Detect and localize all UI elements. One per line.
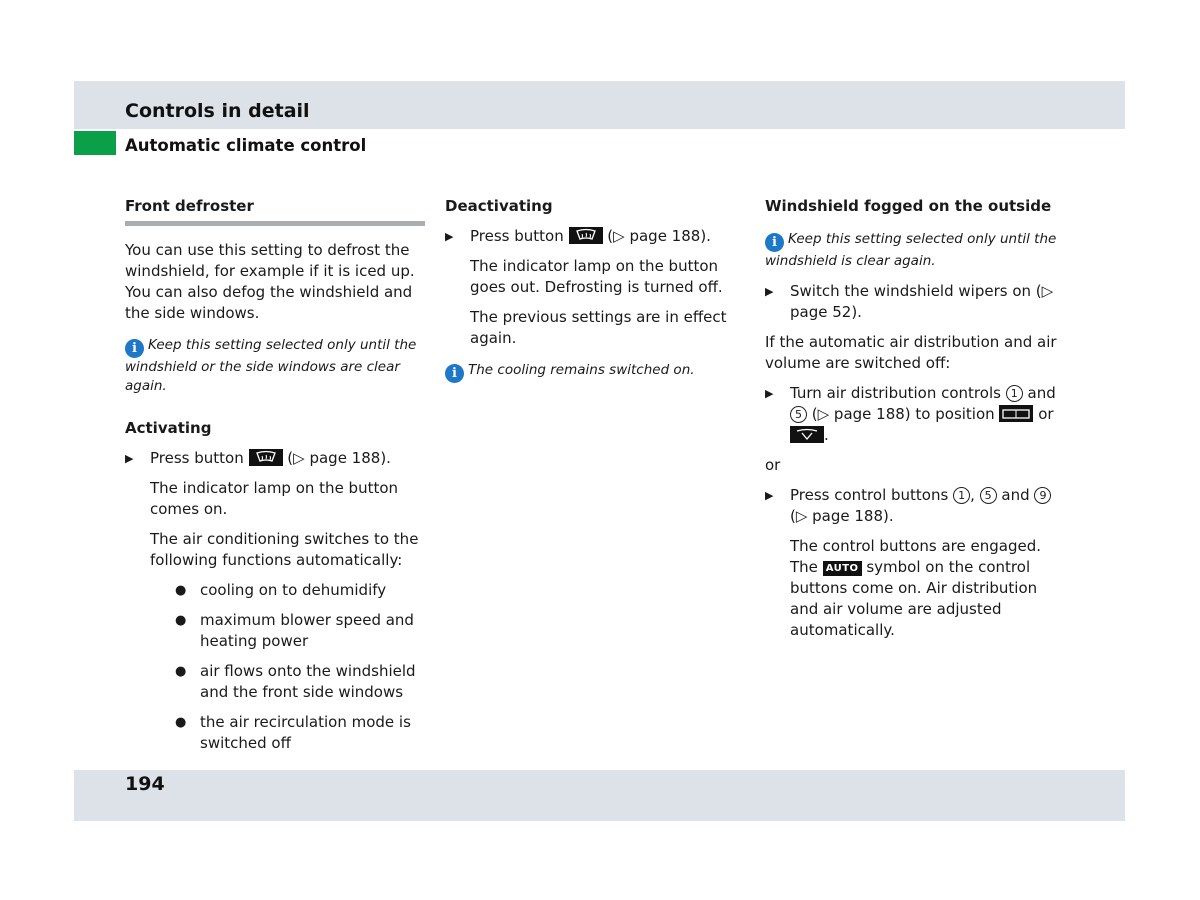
info-note bbox=[445, 361, 750, 383]
control-5-icon: 5 bbox=[980, 487, 997, 504]
note-text: The cooling remains switched on. bbox=[468, 362, 695, 378]
functions-text: The air conditioning switches to the following functions automatically: bbox=[150, 530, 419, 569]
section-heading: Deactivating bbox=[445, 197, 553, 215]
control-9-icon: 9 bbox=[1034, 487, 1051, 504]
info-icon: i bbox=[125, 339, 144, 358]
auto-icon: AUTO bbox=[823, 561, 862, 576]
step-turn-controls: ▶ Turn air distribution controls 1 and 5 (▷ page 188) to position or . bbox=[765, 384, 1056, 444]
column-front-defroster bbox=[125, 196, 425, 754]
activating-heading: Activating bbox=[125, 419, 212, 437]
step-arrow-icon: ▶ bbox=[765, 285, 774, 298]
or-text: or bbox=[765, 456, 781, 474]
info-note bbox=[125, 336, 425, 396]
step-press-button bbox=[445, 226, 750, 247]
defrost-position-icon bbox=[790, 426, 824, 443]
heading-rule bbox=[125, 221, 425, 226]
control-1-icon: 1 bbox=[1006, 385, 1023, 402]
list-item: ● cooling on to dehumidify bbox=[175, 581, 387, 599]
intro-text: You can use this setting to defrost the windshield, for example if it is iced up. You can also defog the windshield and the side windows. bbox=[125, 241, 415, 322]
list-item: ● air flows onto the windshield and the front side windows bbox=[175, 662, 416, 701]
footer-band bbox=[74, 770, 1125, 821]
note-text: Keep this setting selected only until the windshield is clear again. bbox=[765, 231, 1057, 269]
step-text: Press button bbox=[150, 449, 244, 467]
step-arrow-icon: ▶ bbox=[125, 452, 134, 465]
info-icon: i bbox=[445, 364, 464, 383]
step-text: Press button bbox=[470, 227, 564, 245]
step-arrow-icon: ▶ bbox=[445, 230, 454, 243]
section-heading: Front defroster bbox=[125, 197, 254, 215]
info-note bbox=[765, 230, 1070, 271]
list-item: ● the air recirculation mode is switched off bbox=[175, 713, 411, 752]
note-text: Keep this setting selected only until the windshield or the side windows are clear again. bbox=[125, 337, 417, 394]
function-list bbox=[125, 580, 425, 754]
step-press-controls: ▶ Press control buttons 1 , 5 and 9 (▷ page 188). bbox=[765, 485, 1070, 527]
step-text: Switch the windshield wipers on (▷ page 52). bbox=[790, 282, 1054, 321]
page-number: 194 bbox=[125, 773, 165, 795]
section-heading: Windshield fogged on the outside bbox=[765, 197, 1052, 215]
section-marker bbox=[74, 131, 116, 155]
step-arrow-icon: ▶ bbox=[765, 387, 774, 400]
step-page-ref: (▷ page 188). bbox=[607, 227, 711, 245]
engaged-text: The control buttons are engaged. The AUTO symbol on the control buttons come on. Air distribution and air volume are adjusted automatically. bbox=[790, 537, 1042, 639]
defrost-button-icon bbox=[249, 449, 283, 466]
step-press-button bbox=[125, 448, 425, 469]
windshield-position-icon bbox=[999, 405, 1033, 422]
step-wipers bbox=[765, 281, 1070, 323]
defrost-button-icon bbox=[569, 227, 603, 244]
condition-text: If the automatic air distribution and air volume are switched off: bbox=[765, 333, 1057, 372]
control-1-icon: 1 bbox=[953, 487, 970, 504]
column-deactivating bbox=[445, 196, 750, 383]
indicator-text: The indicator lamp on the button comes on. bbox=[150, 479, 399, 518]
info-icon: i bbox=[765, 233, 784, 252]
page-title: Controls in detail bbox=[125, 100, 310, 122]
page-subtitle: Automatic climate control bbox=[125, 136, 367, 155]
control-5-icon: 5 bbox=[790, 406, 807, 423]
previous-settings-text: The previous settings are in effect again. bbox=[470, 308, 727, 347]
step-page-ref: (▷ page 188). bbox=[287, 449, 391, 467]
step-arrow-icon: ▶ bbox=[765, 489, 774, 502]
column-windshield-fogged bbox=[765, 196, 1070, 641]
list-item: ● maximum blower speed and heating power bbox=[175, 611, 414, 650]
indicator-text: The indicator lamp on the button goes out. Defrosting is turned off. bbox=[470, 257, 723, 296]
